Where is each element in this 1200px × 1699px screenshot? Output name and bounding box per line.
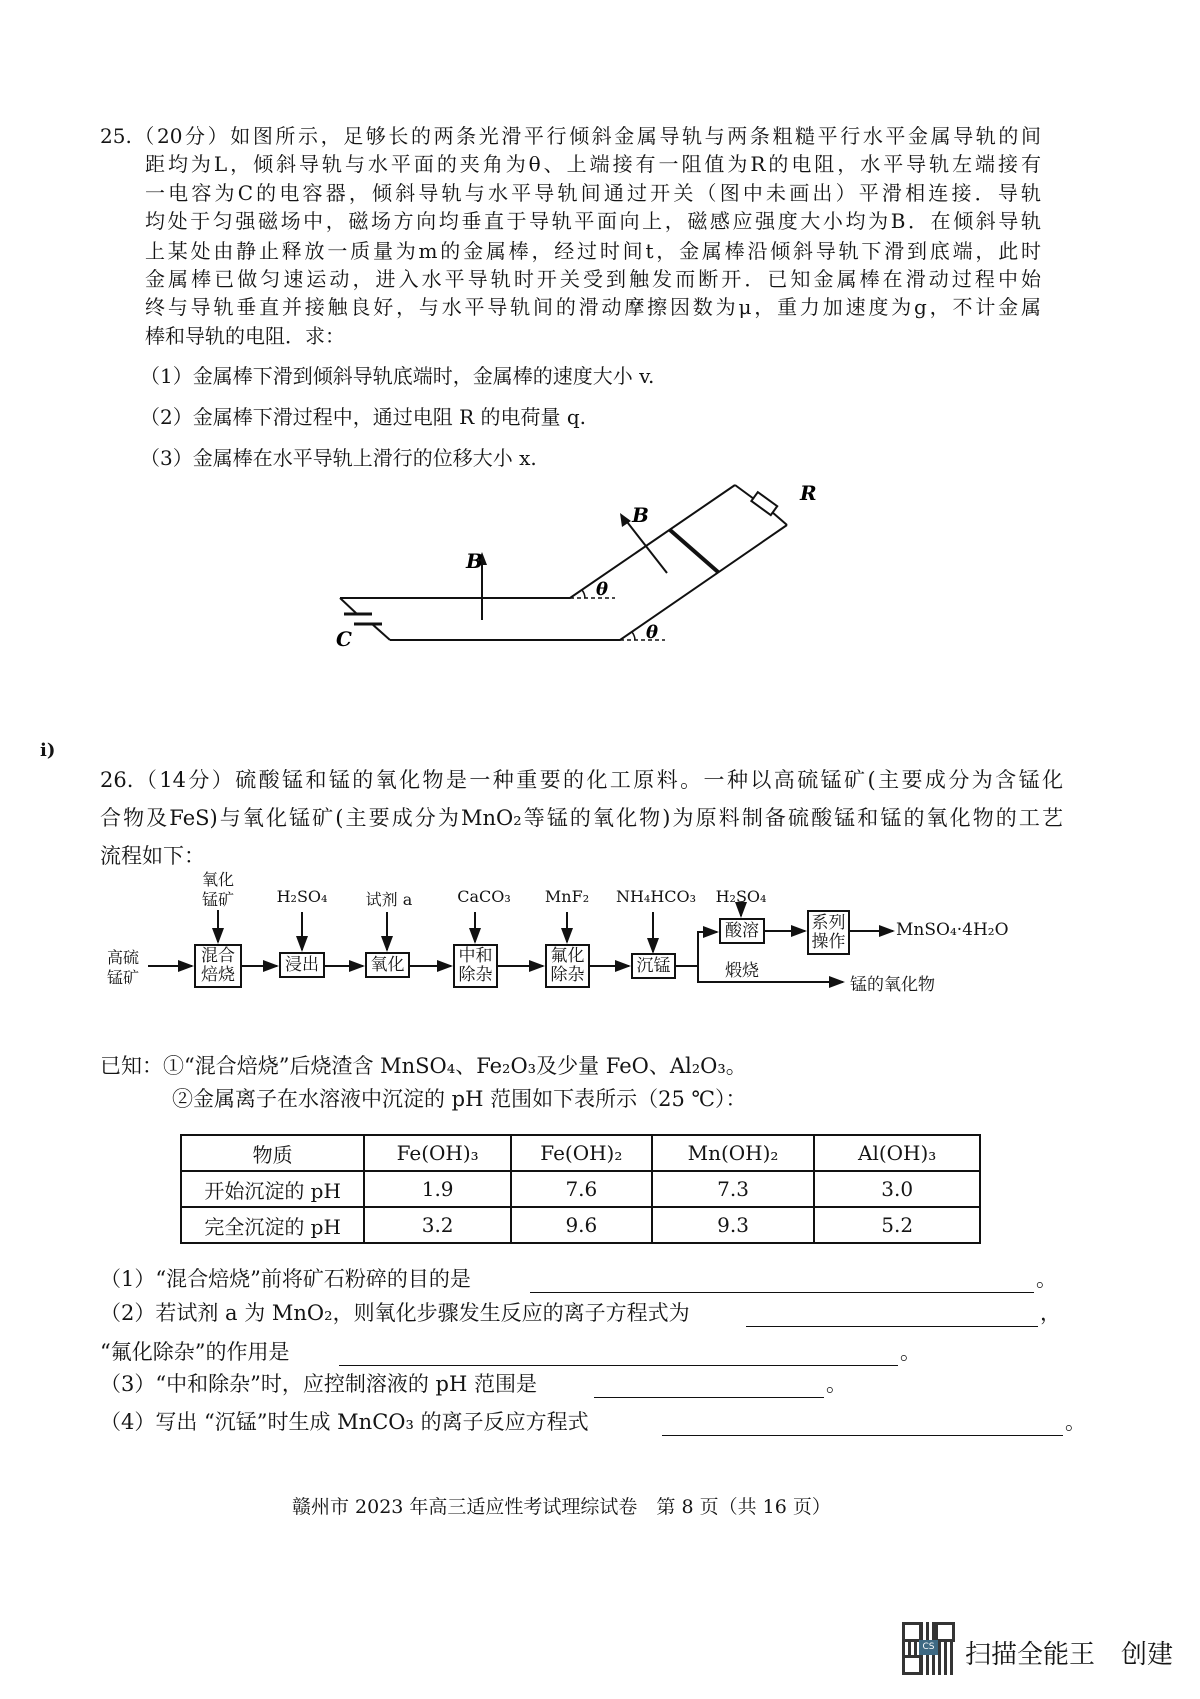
step-series-ops [807,910,850,955]
table-header: Fe(OH)₂ [511,1135,652,1171]
q25-sub-2: （2）金属棒下滑过程中，通过电阻 R 的电荷量 q. [140,405,587,429]
table-header: Fe(OH)₃ [364,1135,511,1171]
reagent-caco3: CaCO₃ [457,887,511,906]
known-1: 已知：①“混合焙烧”后烧渣含 MnSO₄、Fe₂O₃及少量 FeO、Al₂O₃。 [100,1054,747,1078]
q26-question-4: （4）写出 “沉锰”时生成 MnCO₃ 的离子反应方程式 [100,1410,589,1434]
product-mn-oxide: 锰的氧化物 [850,975,935,995]
answer-blank-2b[interactable] [339,1365,898,1366]
page-footer: 赣州市 2023 年高三适应性考试理综试卷 第 8 页（共 16 页） [292,1496,831,1518]
step-label: 酸溶 [725,920,759,941]
step-label: 系列 [811,912,846,933]
q25-line: 一电容为C的电容器，倾斜导轨与水平导轨间通过开关（图中未画出）平滑相连接．导轨 [145,181,1041,205]
step-oxidation [365,952,410,978]
table-cell: 完全沉淀的 pH [181,1207,364,1243]
table-row [181,1171,980,1207]
reagent-mnf2: MnF₂ [544,887,590,906]
flow-input [107,948,139,988]
answer-blank-2[interactable] [746,1326,1038,1327]
q26-line: 合物及FeS)与氧化锰矿(主要成分为MnO₂等锰的氧化物)为原料制备硫酸锰和锰的氧化物的工艺 [100,806,1063,830]
reagent-h2so4-acid: H₂SO₄ [715,887,767,906]
q26-question-1-end: 。 [1036,1267,1057,1291]
label-theta: θ [646,622,659,643]
q25-line: 终与导轨垂直并接触良好，与水平导轨间的滑动摩擦因数为μ，重力加速度为g，不计金属 [145,295,1041,319]
q26-question-4-end: 。 [1065,1410,1086,1434]
reagent-line: 氧化 [201,870,235,889]
qr-code-icon [902,1622,955,1675]
q26-question-2: （2）若试剂 a 为 MnO₂，则氧化步骤发生反应的离子方程式为 [100,1301,690,1325]
table-header: 物质 [181,1135,364,1171]
q26-question-3: （3）“中和除杂”时，应控制溶液的 pH 范围是 [100,1372,537,1396]
reagent-mno2-ore [202,870,234,910]
step-label: 氟化 [550,946,585,966]
flow-input-line: 高硫 [106,948,140,967]
step-label: 沉锰 [636,955,671,976]
label-theta: θ [596,579,609,600]
step-fluoride [545,944,590,988]
q26-question-3-end: 。 [826,1372,847,1396]
scanner-watermark: 扫描全能王 创建 [965,1640,1174,1670]
step-acid-dissolve [719,918,765,944]
table-cell: 9.3 [652,1207,815,1243]
known-2: ②金属离子在水溶液中沉淀的 pH 范围如下表所示（25 ℃）： [172,1087,747,1111]
q25-line: 金属棒已做匀速运动，进入水平导轨时开关受到触发而断开．已知金属棒在滑动过程中始 [145,267,1041,291]
answer-blank-1[interactable] [530,1292,1034,1293]
q25-line: 棒和导轨的电阻．求： [145,324,345,348]
table-header: Mn(OH)₂ [652,1135,815,1171]
table-header: Al(OH)₃ [814,1135,980,1171]
label-b-incline: B [632,503,649,527]
step-label: 中和 [458,946,493,966]
reagent-line: 锰矿 [201,890,235,909]
step-label: 除杂 [550,965,585,985]
q25-line: 距均为L，倾斜导轨与水平面的夹角为θ、上端接有一阻值为R的电阻，水平导轨左端接有 [145,152,1041,176]
table-cell: 5.2 [814,1207,980,1243]
table-cell: 开始沉淀的 pH [181,1171,364,1207]
table-cell: 3.2 [364,1207,511,1243]
label-r: R [800,481,817,505]
q25-line: 25.（20分）如图所示，足够长的两条光滑平行倾斜金属导轨与两条粗糙平行水平金属导轨的间 [100,124,1041,148]
step-mixed-roasting [194,944,242,988]
reagent-h2so4: H₂SO₄ [276,887,328,906]
table-header-row [181,1135,980,1171]
step-precipitate-mn [631,953,676,979]
answer-blank-3[interactable] [594,1397,824,1398]
q26-line: 流程如下： [100,844,205,868]
flow-input-line: 锰矿 [106,968,140,987]
table-cell: 3.0 [814,1171,980,1207]
label-c: C [336,627,352,651]
q25-line: 上某处由静止释放一质量为m的金属棒，经过时间t，金属棒沿倾斜导轨下滑到底端，此时 [145,239,1041,263]
step-label: 混合 [201,946,235,966]
reagent-a: 试剂 a [365,890,413,909]
step-leaching [279,952,325,978]
margin-mark: ⅰ) [40,740,56,761]
step-neutralize [453,944,498,988]
q26-line: 26.（14分）硫酸锰和锰的氧化物是一种重要的化工原料。一种以高硫锰矿(主要成分为含锰化 [100,768,1063,792]
step-label: 浸出 [285,954,319,975]
q25-sub-3: （3）金属棒在水平导轨上滑行的位移大小 x. [140,446,537,470]
q26-question-2-end: ， [1040,1301,1061,1325]
step-label: 操作 [811,931,846,952]
q26-question-2b-end: 。 [900,1340,921,1364]
table-cell: 7.3 [652,1171,815,1207]
table-row [181,1207,980,1243]
calcine-label: 煅烧 [725,961,759,981]
step-label: 氧化 [370,954,405,975]
step-label: 除杂 [458,965,493,985]
product-mnso4: MnSO₄·4H₂O [896,920,1009,940]
answer-blank-4[interactable] [662,1435,1063,1436]
q26-question-1: （1）“混合焙烧”前将矿石粉碎的目的是 [100,1267,471,1291]
reagent-nh4hco3: NH₄HCO₃ [615,887,697,906]
q26-question-2b: “氟化除杂”的作用是 [100,1340,290,1364]
q25-sub-1: （1）金属棒下滑到倾斜导轨底端时，金属棒的速度大小 v. [140,364,655,388]
step-label: 焙烧 [201,965,235,985]
q25-line: 均处于匀强磁场中，磁场方向均垂直于导轨平面向上，磁感应强度大小均为B．在倾斜导轨 [145,209,1041,233]
ph-table [180,1134,981,1244]
table-cell: 1.9 [364,1171,511,1207]
label-b: B [466,549,483,573]
table-cell: 9.6 [511,1207,652,1243]
qr-logo: CS [919,1640,938,1655]
table-cell: 7.6 [511,1171,652,1207]
